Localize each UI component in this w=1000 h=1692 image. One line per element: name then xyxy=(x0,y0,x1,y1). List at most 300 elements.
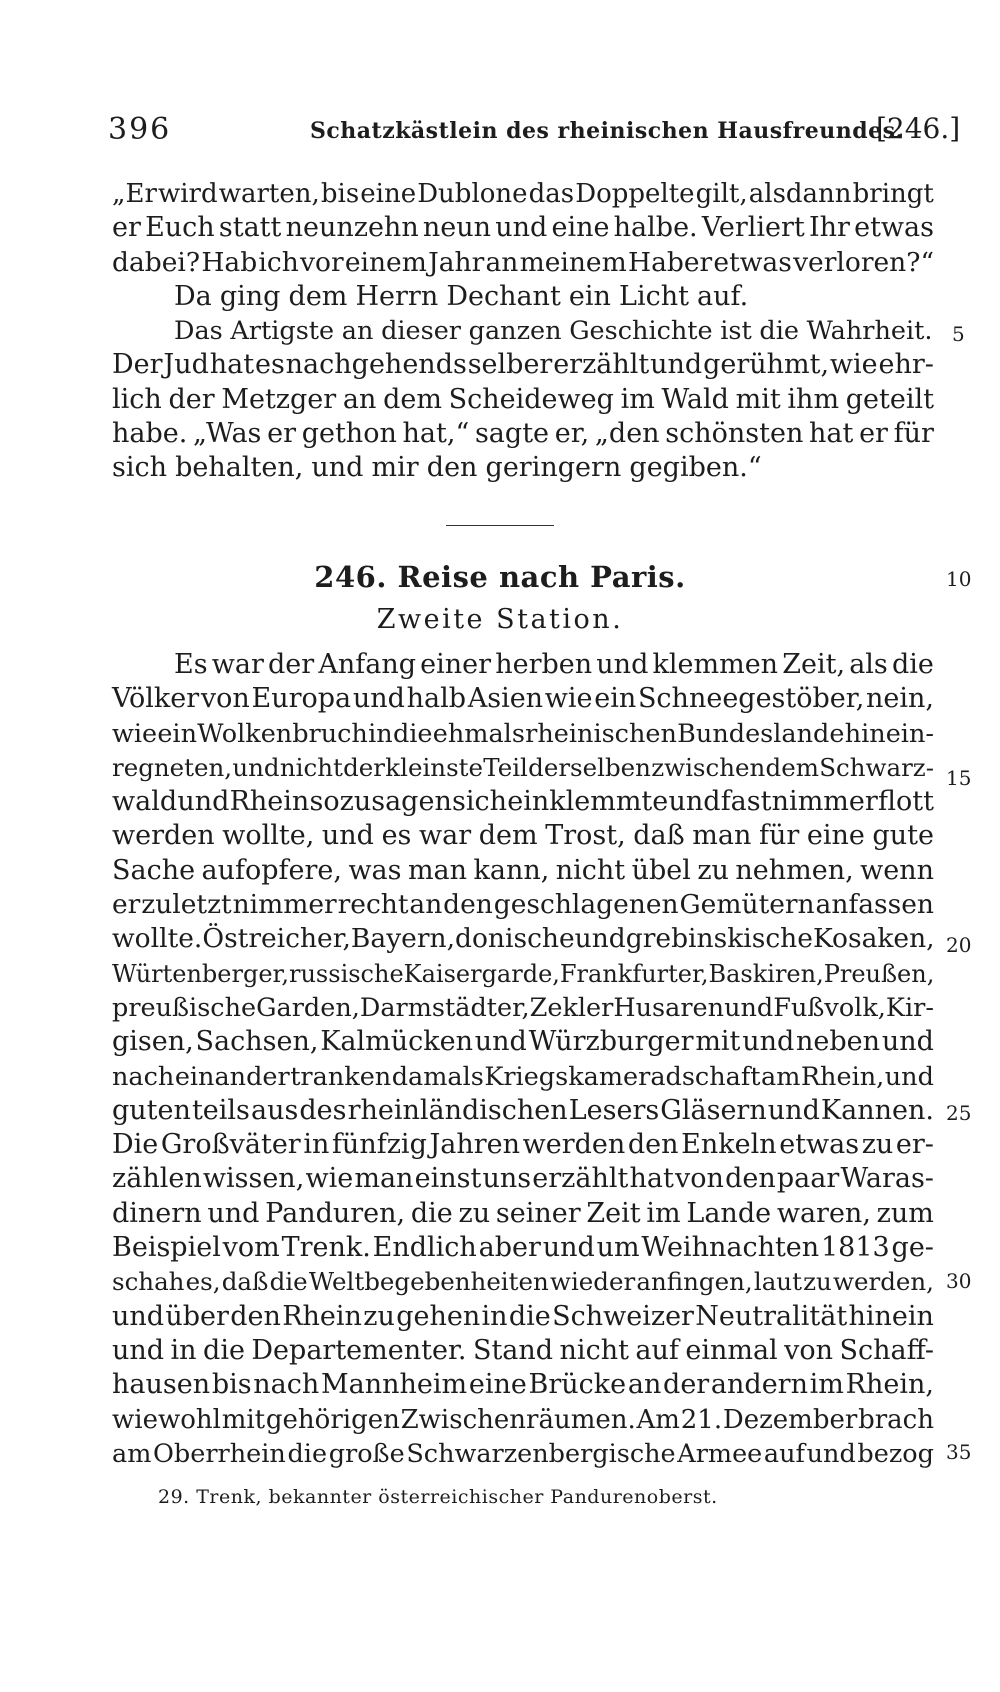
word: an xyxy=(485,246,519,278)
word: halbe. xyxy=(613,212,698,244)
word: Die xyxy=(112,1129,159,1161)
word: Jud xyxy=(163,349,209,381)
word: es xyxy=(254,349,285,381)
word: wenn xyxy=(860,854,934,886)
word: Weihnachten xyxy=(641,1232,820,1264)
word: Kalmücken xyxy=(320,1026,473,1058)
word: damals xyxy=(391,1061,484,1092)
word: Doppelte xyxy=(575,179,695,209)
text-line xyxy=(112,246,934,280)
word: eine xyxy=(806,820,865,852)
text-line xyxy=(112,682,934,716)
word: wie xyxy=(544,683,593,715)
word: hinein- xyxy=(844,718,934,749)
word: neben xyxy=(796,1026,881,1058)
word: des xyxy=(299,1094,347,1126)
word: 1813 xyxy=(821,1232,890,1264)
text-line xyxy=(112,888,934,922)
word: etwas xyxy=(854,212,934,244)
word: regneten, xyxy=(112,752,233,782)
word: und xyxy=(668,786,721,818)
word: gisen, xyxy=(112,1026,194,1058)
word: kleinste xyxy=(385,752,483,782)
word: an xyxy=(409,889,443,921)
word: gethon xyxy=(301,417,397,449)
word: gilt, xyxy=(695,179,748,209)
word: wollte. xyxy=(112,923,203,955)
text-line xyxy=(112,211,934,245)
word: Herrn xyxy=(355,280,439,312)
text-line xyxy=(112,314,934,348)
text-line xyxy=(112,1025,934,1059)
word: alsdann xyxy=(748,179,852,209)
word: die xyxy=(759,316,799,346)
word: im xyxy=(809,1369,844,1401)
word: Fußvolk, xyxy=(773,992,886,1023)
word: und xyxy=(232,752,280,782)
word: wieder xyxy=(549,1267,636,1297)
word: Das xyxy=(174,316,223,346)
word: nein, xyxy=(866,683,934,715)
word: in xyxy=(481,1300,508,1332)
word: habe. xyxy=(112,417,188,449)
word: Endlich xyxy=(372,1232,477,1264)
word: etwas xyxy=(779,1129,860,1161)
word: er xyxy=(112,889,141,921)
text-line xyxy=(112,957,934,991)
word: Jahr xyxy=(428,246,485,278)
word: den xyxy=(627,1129,679,1161)
word: Bundeslande xyxy=(677,718,845,749)
word: Es xyxy=(174,649,208,680)
line-number: 5 xyxy=(952,322,965,346)
word: Hab xyxy=(201,246,258,278)
word: Kriegskameradschaft xyxy=(484,1061,761,1092)
word: einmal xyxy=(685,1334,778,1366)
text-line xyxy=(112,280,934,314)
word: den xyxy=(426,452,478,484)
word: den xyxy=(443,889,493,921)
word: und xyxy=(542,1232,595,1264)
word: daß xyxy=(221,1267,269,1297)
word: der xyxy=(663,1369,710,1401)
section-subheading: Zweite Station. xyxy=(376,604,624,635)
word: laut xyxy=(753,1267,802,1297)
word: dieser xyxy=(381,316,461,346)
word: zum xyxy=(876,1197,934,1229)
word: hat xyxy=(809,417,854,449)
word: Neutralität xyxy=(695,1300,848,1332)
word: rheinländischen xyxy=(347,1094,568,1126)
word: Scheideweg xyxy=(448,383,614,415)
word: ein xyxy=(568,280,611,312)
word: an xyxy=(627,1369,662,1401)
text-line xyxy=(112,1128,934,1162)
text-line xyxy=(112,1334,934,1368)
section-reference: [246.] xyxy=(876,112,961,145)
word: neun xyxy=(422,212,492,244)
word: ging xyxy=(219,280,281,312)
word: daß xyxy=(633,820,685,852)
word: Schwarz- xyxy=(819,752,934,782)
word: sich xyxy=(112,452,168,484)
word: Schneegestöber, xyxy=(637,683,865,715)
word: „Er xyxy=(112,179,157,209)
word: seiner xyxy=(495,1197,581,1229)
word: Lande xyxy=(686,1197,772,1229)
word: große xyxy=(328,1438,405,1469)
word: und xyxy=(495,212,548,244)
word: Rhein xyxy=(229,786,310,818)
word: klemmen xyxy=(652,649,779,680)
text-line xyxy=(112,451,934,485)
word: Da xyxy=(174,280,212,312)
word: und xyxy=(311,452,364,484)
word: zuletzt xyxy=(141,889,232,921)
word: man xyxy=(407,854,468,886)
text-line xyxy=(112,717,934,751)
word: in xyxy=(170,1334,197,1366)
word: für xyxy=(758,820,800,852)
word: gehen xyxy=(396,1300,481,1332)
word: und xyxy=(884,1061,934,1092)
text-line xyxy=(112,1403,934,1437)
word: derselben xyxy=(528,752,651,782)
word: wissen, xyxy=(202,1163,305,1195)
word: von xyxy=(675,1163,724,1195)
word: einander xyxy=(174,1061,290,1092)
word: einst xyxy=(414,1163,482,1195)
word: schah xyxy=(112,1267,185,1297)
text-line xyxy=(112,751,934,785)
word: Trost, xyxy=(545,820,626,852)
word: er- xyxy=(895,1129,934,1161)
word: war xyxy=(419,820,472,852)
word: Haber xyxy=(627,246,713,278)
word: dem xyxy=(288,280,348,312)
word: wie xyxy=(829,349,878,381)
word: ein xyxy=(594,683,637,715)
word: Trenk. xyxy=(281,1232,371,1264)
word: paar xyxy=(776,1163,840,1195)
word: an xyxy=(342,383,377,415)
paragraph-2 xyxy=(112,314,934,485)
word: von xyxy=(784,1334,834,1366)
word: zu xyxy=(697,854,729,886)
word: statt xyxy=(218,212,282,244)
paragraph-1 xyxy=(112,177,934,314)
text-line xyxy=(112,417,934,451)
word: Dechant xyxy=(446,280,561,312)
word: und xyxy=(112,1334,165,1366)
word: guten xyxy=(112,1094,191,1126)
word: ehmals xyxy=(432,718,525,749)
word: halb xyxy=(406,683,467,715)
word: für xyxy=(893,417,934,449)
text-line xyxy=(112,648,934,682)
word: und xyxy=(881,1026,934,1058)
word: gehörigen xyxy=(265,1404,400,1435)
word: uns xyxy=(482,1163,532,1195)
word: geteilt xyxy=(845,383,934,415)
word: Gläsern xyxy=(660,1094,767,1126)
word: dem xyxy=(765,752,819,782)
word: aus xyxy=(250,1094,299,1126)
word: wiewohl xyxy=(112,1404,221,1435)
word: hat xyxy=(629,1163,674,1195)
word: kann, xyxy=(473,854,550,886)
word: wie xyxy=(112,718,158,749)
word: von xyxy=(200,683,250,715)
line-number: 35 xyxy=(946,1440,972,1464)
word: bringt xyxy=(852,179,934,209)
word: Wahrheit. xyxy=(806,316,933,346)
word: erzählt xyxy=(553,349,650,381)
word: Großväter xyxy=(160,1129,301,1161)
word: Asien xyxy=(467,683,544,715)
word: etwas xyxy=(713,246,792,278)
word: und xyxy=(207,1197,260,1229)
word: eine xyxy=(360,179,417,209)
word: den xyxy=(230,1300,281,1332)
word: und xyxy=(806,1438,856,1469)
section-divider xyxy=(446,525,554,526)
word: und xyxy=(574,923,626,955)
word: übel xyxy=(631,854,691,886)
word: Teil xyxy=(483,752,528,782)
word: mit xyxy=(695,1026,741,1058)
word: Licht xyxy=(619,280,689,312)
word: Husaren xyxy=(613,992,725,1023)
word: sozusagen xyxy=(309,786,452,818)
word: wird xyxy=(157,179,218,209)
word: „Was xyxy=(193,417,262,449)
word: und xyxy=(474,1026,527,1058)
word: sich xyxy=(452,786,508,818)
word: nicht xyxy=(559,1334,629,1366)
word: Würzburger xyxy=(528,1026,694,1058)
word: Darmstädter, xyxy=(359,992,530,1023)
word: werden xyxy=(522,1129,626,1161)
word: andern xyxy=(710,1369,808,1401)
word: anfassen xyxy=(815,889,934,921)
word: meinem xyxy=(519,246,627,278)
word: und xyxy=(724,992,774,1023)
word: eine xyxy=(468,1369,527,1401)
word: Rhein xyxy=(282,1300,362,1332)
word: auf xyxy=(763,1438,805,1469)
word: Anfang xyxy=(318,649,416,680)
word: herben xyxy=(495,649,593,680)
word: russische xyxy=(289,959,404,988)
word: man xyxy=(354,1163,414,1195)
word: teils xyxy=(191,1094,250,1126)
word: hinein xyxy=(848,1300,934,1332)
word: Sachsen, xyxy=(195,1026,319,1058)
text-line xyxy=(112,1094,934,1128)
word: geringern xyxy=(485,452,622,484)
word: die xyxy=(392,718,433,749)
word: erzählt xyxy=(532,1163,629,1195)
word: waren, xyxy=(776,1197,871,1229)
word: einklemmte xyxy=(507,786,669,818)
word: nimmer xyxy=(771,786,878,818)
word: einem xyxy=(344,246,427,278)
word: die xyxy=(203,1334,245,1366)
line-number: 10 xyxy=(946,567,972,591)
word: gegiben.“ xyxy=(629,452,762,484)
word: rheinischen xyxy=(525,718,677,749)
text-line xyxy=(112,383,934,417)
word: nehmen, xyxy=(735,854,854,886)
running-title: Schatzkästlein des rheinischen Hausfreundes. xyxy=(310,118,904,144)
word: und xyxy=(650,349,703,381)
word: hat xyxy=(209,349,255,381)
word: Garden, xyxy=(256,992,360,1023)
word: Schwarzenbergische xyxy=(406,1438,676,1469)
word: Enkeln xyxy=(681,1129,777,1161)
word: als xyxy=(849,649,888,680)
word: fünfzig xyxy=(331,1129,427,1161)
word: er xyxy=(859,417,888,449)
word: die xyxy=(269,1267,308,1297)
word: Lesers xyxy=(568,1094,660,1126)
word: zu xyxy=(861,1129,894,1161)
word: Rhein, xyxy=(845,1369,934,1401)
word: am xyxy=(761,1061,801,1092)
word: lich xyxy=(112,383,162,415)
text-line xyxy=(112,1437,934,1471)
word: fast xyxy=(720,786,772,818)
word: Würtenberger, xyxy=(112,959,289,988)
word: Völker xyxy=(112,683,200,715)
word: Am xyxy=(636,1404,680,1435)
word: die xyxy=(287,1438,328,1469)
line-number: 25 xyxy=(946,1101,972,1125)
word: vom xyxy=(222,1232,280,1264)
word: 21. xyxy=(680,1404,723,1435)
word: an xyxy=(341,316,374,346)
word: dabei? xyxy=(112,246,201,278)
word: auf. xyxy=(697,280,749,312)
word: im xyxy=(620,383,655,415)
word: eine xyxy=(551,212,610,244)
word: hausen xyxy=(112,1369,211,1401)
word: man xyxy=(692,820,752,852)
word: der xyxy=(268,649,315,680)
word: Zekler xyxy=(529,992,614,1023)
word: Kaisergarde, xyxy=(403,959,560,988)
word: sagte xyxy=(474,417,550,449)
word: Baskiren, xyxy=(708,959,824,988)
word: ganzen xyxy=(468,316,562,346)
text-line xyxy=(112,922,934,956)
word: Zeit, xyxy=(782,649,846,680)
word: aber xyxy=(478,1232,541,1264)
word: Jahren xyxy=(429,1129,521,1161)
word: am xyxy=(112,1438,152,1469)
text-line xyxy=(112,1300,934,1334)
text-line xyxy=(112,819,934,853)
word: neunzehn xyxy=(285,212,419,244)
word: donische xyxy=(455,923,575,955)
word: mit xyxy=(221,1404,266,1435)
word: Panduren, xyxy=(265,1197,406,1229)
word: Metzger xyxy=(221,383,337,415)
word: Östreicher, xyxy=(202,923,351,955)
word: und xyxy=(321,820,374,852)
text-line xyxy=(112,348,934,382)
word: Kannen. xyxy=(820,1094,934,1126)
word: warten, xyxy=(218,179,320,209)
word: es, xyxy=(185,1267,221,1297)
word: Weltbegebenheiten xyxy=(308,1267,549,1297)
word: „den xyxy=(594,417,660,449)
text-line xyxy=(112,785,934,819)
word: werden, xyxy=(833,1267,934,1297)
text-line xyxy=(112,1162,934,1196)
word: Dezember xyxy=(722,1404,858,1435)
word: und xyxy=(596,649,649,680)
word: das xyxy=(528,179,575,209)
word: Brücke xyxy=(528,1369,627,1401)
word: nimmer xyxy=(232,889,337,921)
word: preußische xyxy=(112,992,257,1023)
word: Gemütern xyxy=(679,889,815,921)
word: zu xyxy=(458,1197,491,1229)
word: über xyxy=(165,1300,229,1332)
word: Bayern, xyxy=(350,923,456,955)
word: und xyxy=(352,683,405,715)
word: Europa xyxy=(251,683,352,715)
word: mit xyxy=(735,383,781,415)
word: es xyxy=(381,820,412,852)
word: dem xyxy=(478,820,538,852)
word: hat,“ xyxy=(402,417,470,449)
line-number: 15 xyxy=(946,766,972,790)
word: geschlagenen xyxy=(493,889,679,921)
word: Euch xyxy=(145,212,215,244)
word: Sache xyxy=(112,854,196,886)
word: nicht xyxy=(555,854,626,886)
word: Preußen, xyxy=(823,959,935,988)
word: selber xyxy=(467,349,553,381)
word: vor xyxy=(300,246,344,278)
word: Waras- xyxy=(840,1163,934,1195)
word: ihm xyxy=(787,383,840,415)
word: die xyxy=(508,1300,551,1332)
word: wie xyxy=(305,1163,354,1195)
word: den xyxy=(725,1163,776,1195)
word: mir xyxy=(371,452,419,484)
word: ehr- xyxy=(878,349,934,381)
text-line xyxy=(112,1368,934,1402)
word: Stand xyxy=(472,1334,554,1366)
word: werden xyxy=(112,820,215,852)
word: wald xyxy=(112,786,178,818)
word: Frankfurter, xyxy=(559,959,709,988)
word: um xyxy=(596,1232,640,1264)
word: gerühmt, xyxy=(703,349,830,381)
word: er xyxy=(267,417,296,449)
line-number: 30 xyxy=(946,1269,972,1293)
word: nicht xyxy=(279,752,343,782)
word: im xyxy=(646,1197,681,1229)
word: Zwischenräumen. xyxy=(400,1404,636,1435)
word: zwischen xyxy=(651,752,766,782)
word: Departementer. xyxy=(251,1334,467,1366)
line-number: 20 xyxy=(946,933,972,957)
